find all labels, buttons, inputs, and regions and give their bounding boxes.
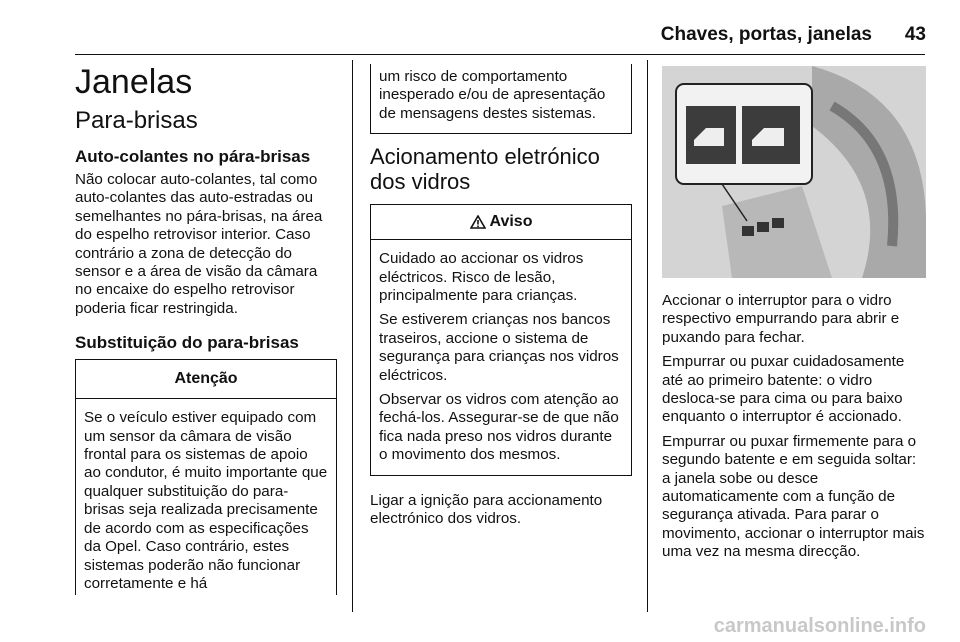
subsection-title: Para-brisas — [75, 107, 198, 134]
watermark: carmanualsonline.info — [713, 615, 926, 637]
window-switch-photo — [662, 66, 926, 278]
warning-box-title: Aviso — [489, 213, 533, 231]
column-3 — [662, 56, 926, 568]
attention-box-continued — [370, 64, 632, 134]
column-divider-2 — [647, 60, 648, 612]
section-title-electric-windows: Acionamento eletrónico dos vidros — [370, 144, 600, 195]
paragraph-stickers: Não colocar auto-colantes, tal como auto-colantes das auto-estradas ou semelhantes no pára-brisas, na área do espelho retrovisor interior. Caso contrário a zona de detecção do sensor e a área de visão da câmara no encaixe do espelho retrovisor poderia ficar restringida. — [75, 171, 323, 317]
paragraph-ignition: Ligar a ignição para accionamento electrónico dos vidros. — [370, 491, 603, 528]
warning-box-header — [371, 205, 631, 240]
warning-text-3: Observar os vidros com atenção ao fechá-los. Assegurar-se de que não fica nada preso nos vidros durante o movimento dos mesmos. — [379, 391, 619, 464]
paragraph-operate: Accionar o interruptor para o vidro respectivo empurrando para abrir e puxando para fechar. — [662, 292, 900, 346]
column-2 — [370, 56, 632, 535]
attention-box — [75, 359, 337, 595]
attention-continued-text: um risco de comportamento inesperado e/ou de apresentação de mensagens destes sistemas. — [379, 68, 606, 122]
section-title: Janelas — [75, 63, 193, 101]
header-rule — [75, 54, 925, 55]
column-divider-1 — [352, 60, 353, 612]
warning-text-2: Se estiverem crianças nos bancos traseiros, accione o sistema de segurança para crianças nos vidros eléctricos. — [379, 311, 619, 384]
attention-box-text: Se o veículo estiver equipado com um sensor da câmara de visão frontal para os sistemas de apoio ao condutor, é muito importante que qualquer substituição do para-brisas seja realizada precisamente de acordo com as especificações da Opel. Caso contrário, estes sistemas poderão não funcionar corretamente e há — [84, 409, 328, 592]
warning-box — [370, 204, 632, 475]
paragraph-second-stop: Empurrar ou puxar firmemente para o segundo batente e em seguida soltar: a janela sobe ou desce automaticamente com a função de segurança ativada. Para parar o movimento, accionar o interruptor mais uma vez na mesma direcção. — [662, 432, 925, 561]
warning-triangle-icon — [470, 215, 486, 229]
page-number: 43 — [904, 24, 926, 45]
header-title: Chaves, portas, janelas — [660, 24, 872, 45]
attention-box-title: Atenção — [76, 360, 336, 399]
column-1 — [75, 56, 337, 595]
paragraph-first-stop: Empurrar ou puxar cuidadosamente até ao primeiro batente: o vidro desloca-se para cima ou para baixo enquanto o interruptor é accionado. — [662, 353, 905, 426]
warning-text-1: Cuidado ao accionar os vidros eléctricos. Risco de lesão, principalmente para crianças. — [379, 250, 584, 305]
heading-stickers: Auto-colantes no pára-brisas — [75, 147, 311, 166]
heading-replacement: Substituição do para-brisas — [75, 333, 299, 353]
window-switch-illustration — [662, 66, 926, 278]
